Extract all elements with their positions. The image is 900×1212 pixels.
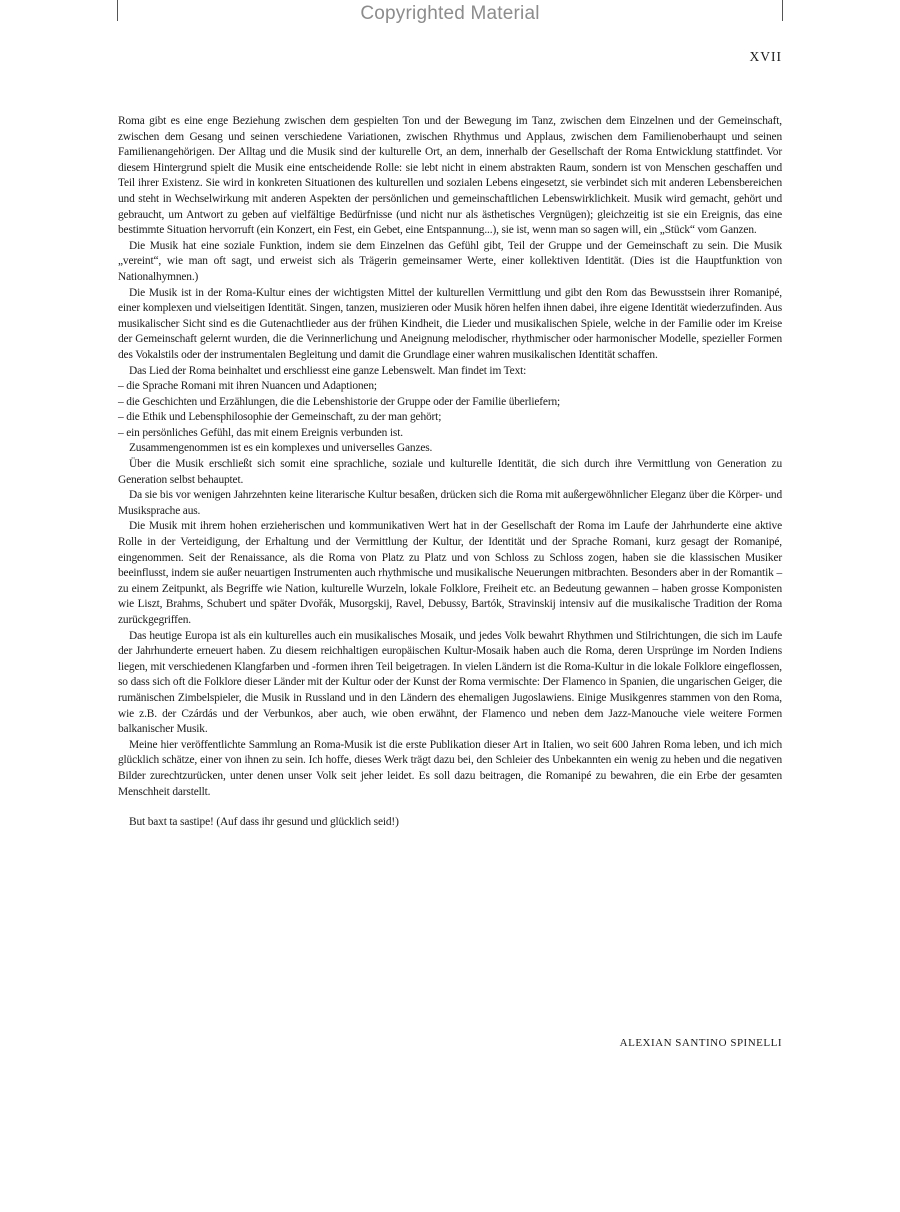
paragraph: Das heutige Europa ist als ein kulturelles auch ein musikalisches Mosaik, und jedes Volk bewahrt Rhythmen und Stilrichtungen, die sich im Laufe der Jahrhunderte erneuert haben. Zu diesem reichhaltigen europäischen Kultur-Mosaik haben auch die Roma, deren Ursprünge im Norden Indiens liegen, mit verschiedenen Klangfarben und -formen ihren Teil beigetragen. In vielen Ländern ist die Roma-Kultur in die lokale Folklore eingeflossen, so dass sich oft die Folklore dieser Länder mit der Kultur oder der Kunst der Roma vermischte: Der Flamenco in Spanien, die ungarischen Geiger, die rumänischen Zimbelspieler, die Musik in Russland und in den Ländern des ehemaligen Jugoslawiens. Einige Musikgenres stammen von den Roma, wie z.B. der Czárdás und der Verbunkos, aber auch, wie oben erwähnt, der Flamenco und neben dem Jazz-Manouche viele weitere Formen balkanischer Musik. [118,629,782,736]
paragraph: Die Musik mit ihrem hohen erzieherischen und kommunikativen Wert hat in der Gesellschaft der Roma im Laufe der Jahrhunderte eine aktive Rolle in der Verteidigung, der Erhaltung und der Vermittlung der Kultur, der Identität und der Sprache Romani, kurz gesagt der Romanipé, eingenommen. Seit der Renaissance, als die Roma von Platz zu Platz und von Schloss zu Schloss zogen, haben sie die klassischen Musiker beeinflusst, indem sie außer neuartigen Instrumenten auch rhythmische und musikalische Neuerungen mitbrachten. Besonders aber in der Romantik – zu einem Zeitpunkt, als Begriffe wie Nation, kulturelle Wurzeln, lokale Folklore, Freiheit etc. an Bedeutung gewannen – haben grosse Komponisten wie Liszt, Brahms, Schubert und später Dvořák, Musorgskij, Ravel, Debussy, Bartók, Stravinskij intensiv auf die musikalische Tradition der Roma zurückgegriffen. [118,520,782,626]
list-item: – die Sprache Romani mit ihren Nuancen und Adaptionen; [118,380,377,393]
list-item: – die Ethik und Lebensphilosophie der Gemeinschaft, zu der man gehört; [118,411,442,424]
paragraph: Die Musik ist in der Roma-Kultur eines der wichtigsten Mittel der kulturellen Vermittlung und gibt den Rom das Bewusstsein ihrer Romanipé, einer komplexen und vielseitigen Identität. Singen, tanzen, musizieren oder Musik hören helfen ihnen dabei, ihre eigene Identität wiederzufinden. Aus musikalischer Sicht sind es die Gutenachtlieder aus der frühen Kindheit, die Lieder und musikalischen Spiele, welche in der Familie oder im Kreise der Gemeinschaft gelernt wurden, die die Verinnerlichung und Aneignung melodischer, rhythmischer oder harmonischer Modelle, spezieller Formen des Vokalstils oder der instrumentalen Begleitung und damit die Grundlage einer wahren musikalischen Identität schaffen. [118,286,782,361]
author-signature: ALEXIAN SANTINO SPINELLI [619,1037,782,1049]
paragraph: Meine hier veröffentlichte Sammlung an Roma-Musik ist die erste Publikation dieser Art in Italien, wo seit 600 Jahren Roma leben, und ich mich glücklich schätze, einer von ihnen zu sein. Ich hoffe, dieses Werk trägt dazu bei, den Schleier des Unbekannten ein wenig zu heben und die negativen Bilder zurechtzurücken, unter denen unser Volk seit jeher leidet. Es soll dazu beitragen, die Romanipé zu bewahren, die ein Erbe der gesamten Menschheit darstellt. [118,738,782,798]
closing-line: But baxt ta sastipe! (Auf dass ihr gesund und glücklich seid!) [129,816,399,829]
page-number: XVII [749,49,782,64]
list-item: – die Geschichten und Erzählungen, die die Lebenshistorie der Gruppe oder der Familie überliefern; [118,395,561,408]
body-text [118,114,782,831]
paragraph: Da sie bis vor wenigen Jahrzehnten keine literarische Kultur besaßen, drücken sich die Roma mit außergewöhnlicher Eleganz über die Körper- und Musiksprache aus. [118,489,782,517]
paragraph: Die Musik hat eine soziale Funktion, indem sie dem Einzelnen das Gefühl gibt, Teil der Gruppe und der Gemeinschaft zu sein. Die Musik „vereint“, wie man oft sagt, und erweist sich als Trägerin gemeinsamer Werte, einer kollektiven Identität. (Dies ist die Hauptfunktion von Nationalhymnen.) [118,239,782,283]
paragraph: Das Lied der Roma beinhaltet und erschliesst eine ganze Lebenswelt. Man findet im Text: [129,364,527,377]
paragraph: Roma gibt es eine enge Beziehung zwischen dem gespielten Ton und der Bewegung im Tanz, zwischen dem Einzelnen und der Gemeinschaft, zwischen dem Gesang und seinen verschiedene Variationen, zwischen Rhythmus und Applaus, zwischen dem Familienoberhaupt und seinen Familienangehörigen. Der Alltag und die Musik sind der kulturelle Ort, an dem, innerhalb der Gesellschaft der Roma Entwicklung stattfindet. Vor diesem Hintergrund spielt die Musik eine entscheidende Rolle: sie lebt nicht in einem abstrakten Raum, sondern ist von Menschen geschaffen und Teil ihrer Existenz. Sie wird in konkreten Situationen des kulturellen und sozialen Lebens eingesetzt, sie verbindet sich mit anderen Lebensbereichen und steht in Wechselwirkung mit anderen Aspekten der persönlichen und gemeinschaftlichen Lebenswirklichkeit. Musik wird gemacht, gehört und gebraucht, um Antwort zu geben auf vielfältige Bedürfnisse (und nicht nur als ästhetisches Vergnügen); gleichzeitig ist sie ein Ereignis, das eine bestimmte Situation hervorruft (ein Konzert, ein Fest, ein Gebet, eine Entspannung...), sie ist, wenn man so sagen will, ein „Stück“ vom Ganzen. [118,115,782,237]
paragraph: Über die Musik erschließt sich somit eine sprachliche, soziale und kulturelle Identität, die sich durch ihre Vermittlung von Generation zu Generation selbst behauptet. [118,458,782,486]
list-item: – ein persönliches Gefühl, das mit einem Ereignis verbunden ist. [118,426,403,439]
paragraph: Zusammengenommen ist es ein komplexes und universelles Ganzes. [129,442,433,455]
copyright-watermark: Copyrighted Material [360,3,540,24]
